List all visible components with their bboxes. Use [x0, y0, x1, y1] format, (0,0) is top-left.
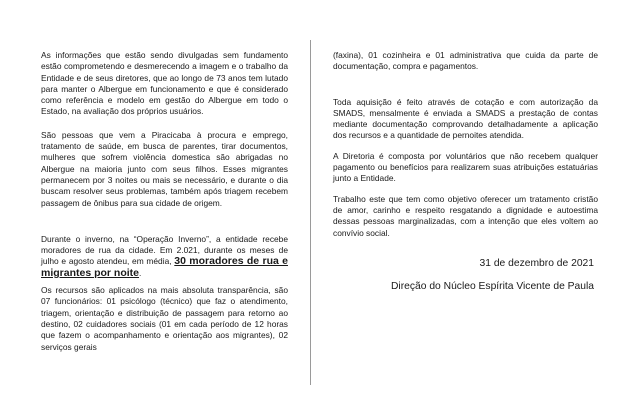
highlight-30-residents: 30 moradores de rua e migrantes por noite	[41, 255, 288, 279]
paragraph-resources-employees: Os recursos são aplicados na mais absoluta transparência, são 07 funcionários: 01 psicólogo (técnico) que faz o atendimento, triagem, orientação e distribuição de passagem para retorno ao destino, 02 cuidadores sociais (01 em cada período de 12 horas que fazem o acompanhamento e orientação aos migrantes), 02 serviços gerais	[41, 285, 288, 352]
paragraph-who-are-the-people: São pessoas que vem a Piracicaba à procura e emprego, tratamento de saúde, em busca de parentes, tirar documentos, mulheres que sofrem violência domestica são abrigadas no Albergue na maioria junto com seus filhos. Esses migrantes permanecem por 3 noites ou mais se necessário, e durante o dia buscam resolver seus problemas, também após triagem recebem passagem de ônibus para sua cidade de origem.	[41, 129, 288, 208]
paragraph-staff-continued: (faxina), 01 cozinheira e 01 administrativa que cuida da parte de documentação, compra e pagamentos.	[333, 50, 598, 72]
document-date: 31 de dezembro de 2021	[479, 257, 594, 269]
operation-winter-end: .	[139, 267, 142, 278]
paragraph-work-objective: Trabalho este que tem como objetivo oferecer um tratamento cristão de amor, carinho e respeito resgatando a dignidade e autoestima dessas pessoas marginalizadas, com a intenção que eles voltem ao convívio social.	[333, 193, 598, 238]
paragraph-operation-winter	[41, 234, 288, 279]
right-column	[311, 0, 620, 413]
operation-winter-text: Durante o inverno, na “Operação Inverno”, a entidade recebe moradores de rua da cidade. Em 2.021, durante os meses de julho e agosto atendeu, em média,	[41, 233, 288, 267]
paragraph-board-volunteers: A Diretoria é composta por voluntários que não recebem qualquer pagamento ou benefícios para realizarem suas atribuições estatuárias junto a Entidade.	[333, 150, 598, 184]
paragraph-information-unfounded: As informações que estão sendo divulgadas sem fundamento estão comprometendo e desmerecendo a imagem e o trabalho da Entidade e de seus diretores, que ao longo de 73 anos tem lutado para manter o Albergue em funcionamento e que é considerado como referência e modelo em gestão do Albergue em todo o Estado, na avaliação dos próprios usuários.	[41, 50, 288, 117]
paragraph-acquisitions-smads: Toda aquisição é feito através de cotação e com autorização da SMADS, mensalmente é enviada a SMADS a prestação de contas mediante documentação comprovando detalhadamente a aplicação dos recursos e a quantidade de pernoites atendida.	[333, 96, 598, 141]
signature-line: Direção do Núcleo Espírita Vicente de Paula	[390, 280, 594, 292]
